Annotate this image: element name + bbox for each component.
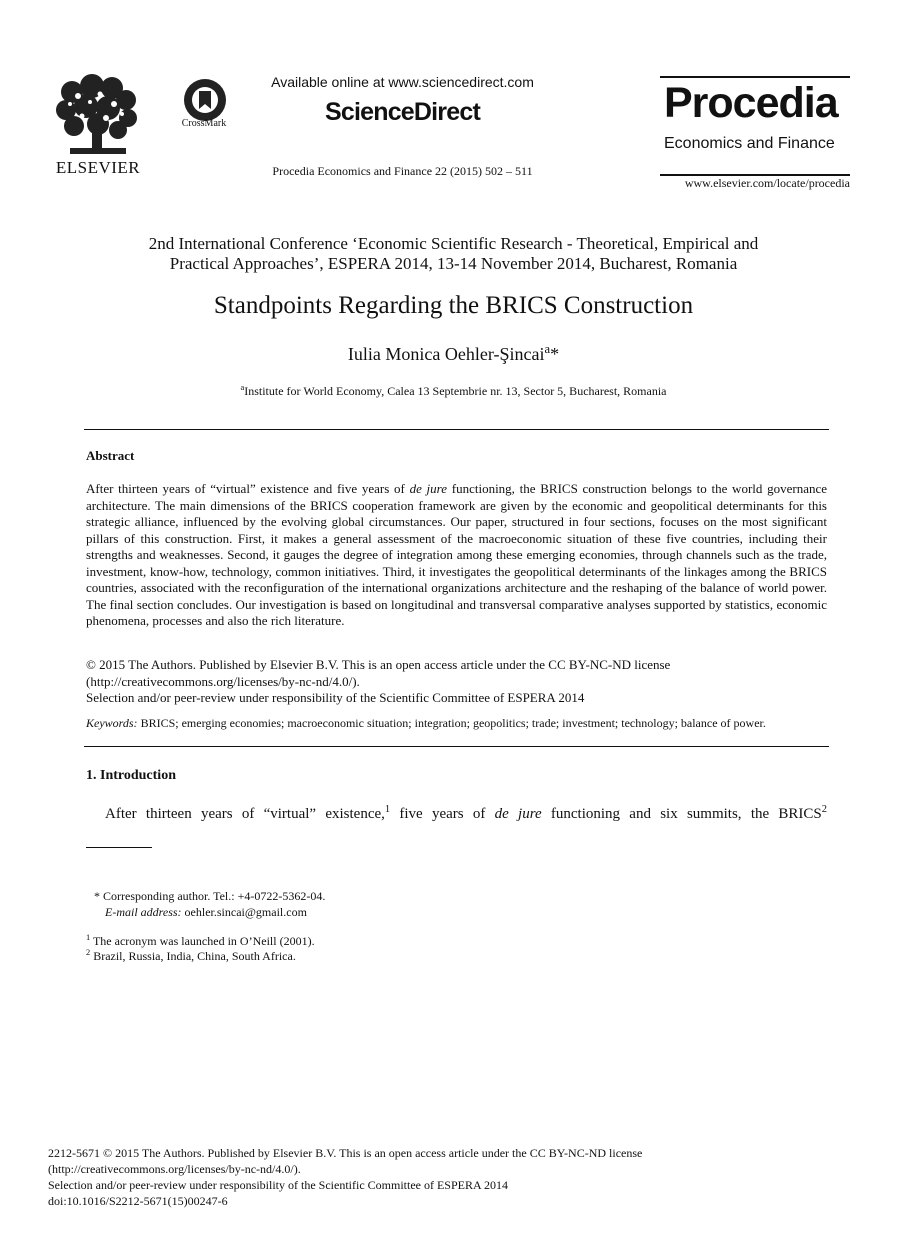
affiliation-mark: a (240, 383, 245, 392)
abstract-top-divider (84, 429, 829, 430)
footnote-ref-1[interactable]: 1 (384, 804, 391, 815)
intro-text-1: After thirteen years of “virtual” existence, (105, 806, 385, 822)
corresponding-author-note (94, 888, 325, 920)
license-link[interactable]: (http://creativecommons.org/licenses/by-nc-nd/4.0/). (86, 673, 360, 689)
abstract-italic: de jure (409, 481, 448, 496)
affiliation-line (90, 384, 817, 399)
publisher-name: ELSEVIER (55, 158, 141, 177)
corresp-star: * (94, 889, 100, 903)
footnotes-block (86, 934, 315, 964)
introduction-paragraph (86, 804, 827, 824)
footnote-1 (86, 934, 315, 949)
page-footer (48, 1145, 868, 1209)
journal-subtitle: Economics and Finance (664, 135, 835, 152)
intro-text-2: five years of (390, 806, 495, 822)
footnote-2 (86, 949, 315, 964)
footnote-1-text: The acronym was launched in O’Neill (2001). (90, 934, 315, 948)
footnote-ref-2[interactable]: 2 (821, 804, 827, 815)
corresponding-star: * (550, 344, 560, 364)
available-online-text[interactable]: Available online at www.sciencedirect.com (271, 74, 534, 90)
paper-title: Standpoints Regarding the BRICS Construction (213, 292, 694, 319)
conference-line-1: 2nd International Conference ‘Economic Scientific Research - Theoretical, Empirical and (148, 234, 759, 253)
footnote-1-mark: 1 (86, 933, 91, 942)
email-line (94, 904, 325, 920)
peer-review-line: Selection and/or peer-review under responsibility of the Scientific Committee of ESPERA 2014 (86, 690, 585, 705)
journal-citation: Procedia Economics and Finance 22 (2015) 502 – 511 (272, 164, 533, 178)
footnote-divider (86, 847, 152, 848)
abstract-text-2: functioning, the BRICS construction belongs to the world governance architecture. The main dimensions of the BRICS cooperation framework are given by the economic and geopolitical determinants for this strategic alliance, influenced by the evolving global circumstances. Our paper, structured in four sections, focuses on the most significant pillars of this construction. First, it makes a general assessment of the macroeconomic situation of these five countries, including their strengths and weaknesses. Second, it gauges the degree of integration among these emerging economies, through channels such as the trade, investment, know-how, technology, common initiatives. Third, it investigates the geopolitical determinants of the linkages among the BRICS countries, associated with the reconfiguration of the international organizations architecture and the reshaping of the balance of world power. The final section concludes. Our investigation is based on longitudinal and transversal comparative analyses supported by statistics, economic phenomena, processes and also the rich literature. (86, 481, 828, 628)
author-line (90, 344, 817, 365)
author-name: Iulia Monica Oehler-Şincai (347, 344, 545, 364)
abstract-text-1: After thirteen years of “virtual” existence and five years of (86, 481, 410, 496)
abstract-body (86, 481, 827, 630)
footer-doi[interactable]: doi:10.1016/S2212-5671(15)00247-6 (48, 1194, 228, 1208)
journal-name: Procedia (664, 79, 838, 127)
footer-peer-review: Selection and/or peer-review under responsibility of the Scientific Committee of ESPERA 2014 (48, 1178, 508, 1192)
conference-line-2: Practical Approaches’, ESPERA 2014, 13-14 November 2014, Bucharest, Romania (169, 254, 738, 273)
corresponding-line (94, 888, 325, 904)
keywords-list: BRICS; emerging economies; macroeconomic situation; integration; geopolitics; trade; investment; technology; balance of power. (137, 716, 766, 730)
crossmark-label: CrossMark (181, 118, 227, 129)
conference-name (90, 234, 817, 274)
copyright-block (86, 657, 827, 707)
keywords-line (86, 716, 827, 731)
keywords-label: Keywords: (86, 716, 138, 730)
email-label: E-mail address: (105, 905, 182, 919)
corresp-text: Corresponding author. Tel.: +4-0722-5362-04. (100, 889, 326, 903)
footer-license-link[interactable]: (http://creativecommons.org/licenses/by-nc-nd/4.0/). (48, 1162, 301, 1176)
footer-issn-line: 2212-5671 © 2015 The Authors. Published by Elsevier B.V. This is an open access article under the CC BY-NC-ND license (48, 1146, 643, 1160)
section-heading-introduction: 1. Introduction (86, 768, 176, 783)
footnote-2-mark: 2 (86, 948, 91, 957)
intro-italic: de jure (494, 806, 542, 822)
sciencedirect-wordmark: ScienceDirect (325, 98, 480, 126)
email-address[interactable]: oehler.sincai@gmail.com (181, 905, 307, 919)
abstract-heading: Abstract (86, 448, 135, 463)
author-affiliation-mark: a (544, 342, 551, 356)
journal-url-link[interactable]: www.elsevier.com/locate/procedia (684, 176, 850, 190)
affiliation-text: Institute for World Economy, Calea 13 Septembrie nr. 13, Sector 5, Bucharest, Romania (244, 384, 667, 398)
abstract-bottom-divider (84, 746, 829, 747)
copyright-line-1: © 2015 The Authors. Published by Elsevier B.V. This is an open access article under the CC BY-NC-ND license (86, 657, 671, 672)
footnote-2-text: Brazil, Russia, India, China, South Africa. (90, 949, 296, 963)
intro-text-3: functioning and six summits, the BRICS (541, 806, 822, 822)
